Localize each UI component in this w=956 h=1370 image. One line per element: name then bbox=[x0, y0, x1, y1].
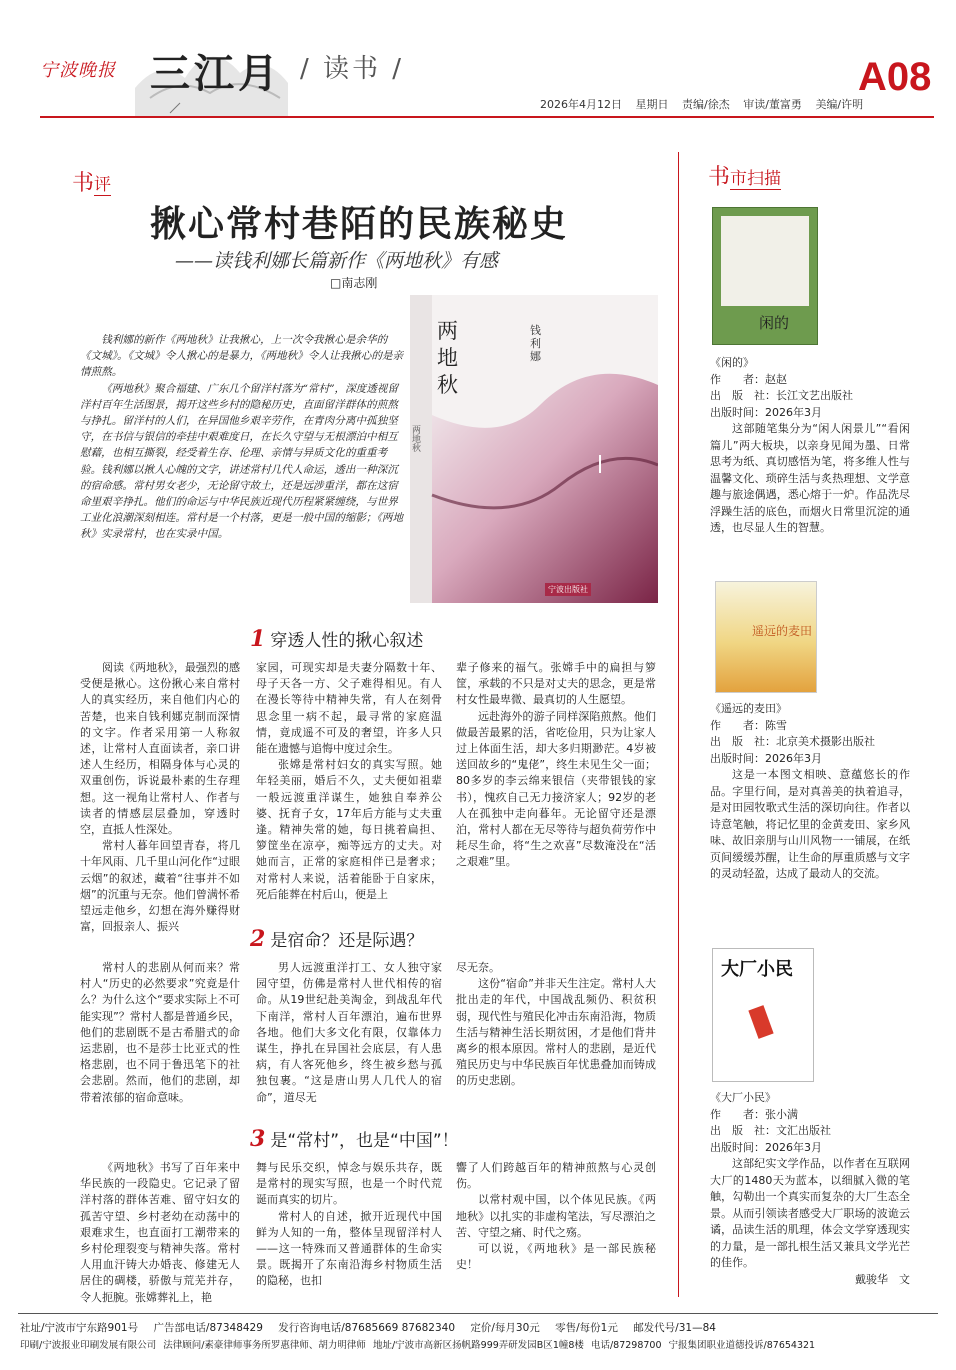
review-tag-sub: 评 bbox=[94, 175, 112, 195]
section-title: 穿透人性的揪心叙述 bbox=[270, 631, 424, 651]
reviewer-credit: 戴骏华 文 bbox=[855, 1272, 910, 1286]
sidebar-tag-main: 书 bbox=[708, 165, 731, 190]
paragraph: 響了人们跨越百年的精神煎熬与心灵创伤。 bbox=[456, 1161, 656, 1191]
issue-date: 2026年4月12日 bbox=[540, 98, 622, 111]
sidebar-tag bbox=[708, 160, 781, 191]
top-rule bbox=[40, 116, 934, 118]
paragraph: 可以说，《两地秋》是一部民族秘史！ bbox=[456, 1242, 656, 1272]
section-number: 1 bbox=[250, 626, 266, 652]
book-info-3 bbox=[710, 1090, 910, 1288]
article-column bbox=[80, 960, 240, 1106]
section-title: 是“常村”，也是“中国”！ bbox=[270, 1131, 459, 1151]
footer-item: 定价/每月30元 bbox=[470, 1322, 540, 1334]
book-desc: 这是一本图文相映、意蕴悠长的作品。字里行间，是对真善美的执着追寻，是对田园牧歌式生活的深切向往。作者以诗意笔触，将记忆里的金黄麦田、家乡风味、故旧亲朋与山川风物一一铺展，在纸页间缓缓苏醒，让生命的厚重质感与文字的灵动轻盈，达成了最动人的交流。 bbox=[710, 768, 910, 880]
issue-weekday: 星期日 bbox=[635, 98, 669, 111]
article-column bbox=[456, 1160, 656, 1273]
footer-item: 地址/宁波市高新区扬帆路999弄研发园B区1幢8楼 bbox=[372, 1340, 584, 1351]
book-info-1 bbox=[710, 355, 910, 537]
book-desc: 这部纪实文学作品，以作者在互联网大厂的1480天为蓝本，以细腻入微的笔触，勾勒出一个真实而复杂的大厂生态全景。从而引领读者感受大厂职场的波诡云谲，品读生活的肌理，体会文学穿透现实的力量，是一部扎根生活又兼具文学光芒的佳作。 bbox=[710, 1157, 910, 1269]
section-heading-2 bbox=[250, 926, 423, 952]
column-title: 三江月 bbox=[150, 50, 282, 97]
paragraph: 以常村观中国，以个体见民族。《两地秋》以扎实的非虚构笔法，写尽漂泊之苦、守望之痛、时代之殇。 bbox=[456, 1193, 656, 1239]
section-number: 3 bbox=[250, 1126, 266, 1152]
spine-text: 两地秋 bbox=[410, 425, 420, 452]
review-tag-main: 书 bbox=[72, 171, 95, 196]
proofreader: 审读/董富勇 bbox=[743, 98, 802, 111]
paragraph: 《两地秋》书写了百年来中华民族的一段隐史。它记录了留洋村落的群体苦难、留守妇女的孤苦守望、乡村老幼在动荡中的艰难求生，也直面打工潮带来的乡村伦理裂变与精神失落。常村人用血汗铸大办婚丧、修建无人居住的碉楼，骄傲与荒芜并存，令人扼腕。张嫦葬礼上，艳 bbox=[80, 1161, 240, 1304]
book-title: 《闲的》 bbox=[710, 356, 754, 369]
intro-paragraph: 《两地秋》聚合福建、广东几个留洋村落为“常村”，深度透视留洋村百年生活图景，揭开这些乡村的隐秘历史，直面留洋群体的煎熬与挣扎。留洋村的人们，在异国他乡艰辛劳作，在青肉分离中孤独坚守，在书信与银信的牵挂中艰难度日，在长久守望与无根漂泊中相互慰藉，也相互撕裂，经受着生存、伦理、亲情与异质文化的重重考验。钱利娜以揪人心魄的文字，讲述常村几代人命运，透出一种深沉的宿命感。常村男女老少，无论留守故土，还是远涉重洋，都在这宿命里艰辛挣扎。他们的命运与中华民族近现代历程紧紧缠绕，与世界工业化浪潮深刻相连。常村是一个村落，更是一般中国的缩影；《两地秋》实录常村，也在实录中国。 bbox=[80, 382, 404, 541]
article-subtitle: ——读钱利娜长篇新作《两地秋》有感 bbox=[175, 250, 499, 272]
footer-item: 邮发代号/31—84 bbox=[633, 1322, 716, 1334]
cover-illustration bbox=[748, 1005, 773, 1039]
book-info-2 bbox=[710, 701, 910, 883]
book-date: 出版时间：2026年3月 bbox=[710, 1140, 822, 1154]
issue-meta bbox=[540, 96, 873, 112]
cover-author: 钱利娜 bbox=[530, 324, 541, 363]
review-tag bbox=[72, 166, 111, 197]
book-author: 作 者：张小满 bbox=[710, 1107, 798, 1121]
footer-item: 发行咨询电话/87685669 87682340 bbox=[278, 1322, 456, 1334]
paragraph: 舞与民乐交织，悼念与娱乐共存，既是常村的现实写照，也是一个时代荒诞而真实的切片。 bbox=[256, 1161, 442, 1207]
cover-title: 大厂小民 bbox=[721, 959, 793, 980]
footer-item: 社址/宁波市宁东路901号 bbox=[20, 1322, 139, 1334]
section-label: / 读书 / bbox=[300, 54, 405, 84]
footer-item: 印刷/宁波报业印刷发展有限公司 bbox=[20, 1340, 157, 1351]
book-cover-maitian bbox=[715, 581, 817, 693]
cover-title: 两地秋 bbox=[437, 319, 458, 397]
paragraph: 辈子修来的福气。张嫦手中的扁担与箩筐，承载的不只是对丈夫的思念，更是常村女性最卑微、最真切的人生愿望。 bbox=[456, 661, 656, 707]
article-title: 揪心常村巷陌的民族秘史 bbox=[150, 203, 569, 245]
designer: 美编/许明 bbox=[815, 98, 864, 111]
paragraph: 远赴海外的游子同样深陷煎熬。他们做最苦最累的活，省吃俭用，只为让家人过上体面生活，却大多归期渺茫。4岁被送回故乡的“鬼佬”，终生未见生父一面；80多岁的李云绵来银信（夹带银钱的家书），愧疚自己无力接济家人；92岁的老人在孤独中走向暮年。无论留守还是漂泊，常村人都在无尽等待与超负荷劳作中耗尽生命，将“生之欢喜”尽数淹没在“活之艰难”里。 bbox=[456, 709, 656, 869]
footer-rule bbox=[18, 1313, 938, 1314]
article-column bbox=[256, 1160, 442, 1290]
article-column bbox=[456, 660, 656, 871]
book-date: 出版时间：2026年3月 bbox=[710, 405, 822, 419]
article-column bbox=[256, 660, 442, 903]
article-column bbox=[456, 960, 656, 1090]
cover-title: 遥远的麦田 bbox=[752, 624, 813, 638]
book-date: 出版时间：2026年3月 bbox=[710, 751, 822, 765]
article-column bbox=[80, 1160, 240, 1306]
paragraph: 常村人的自述，掀开近现代中国鲜为人知的一角，整体呈现留洋村人——这一特殊而又普通群体的生命实景。既揭开了东南沿海乡村物质生活的隐秘，也扣 bbox=[256, 1209, 442, 1288]
article-column bbox=[256, 960, 442, 1106]
footer-item: 零售/每份1元 bbox=[555, 1322, 618, 1334]
cover-illustration bbox=[721, 216, 809, 306]
column-divider bbox=[678, 152, 679, 1297]
book-publisher: 出 版 社：文汇出版社 bbox=[710, 1124, 831, 1137]
sidebar-tag-sub: 市扫描 bbox=[730, 169, 782, 189]
paragraph: 常村人的悲剧从何而来？常村人“历史的必然要求”究竟是什么？为什么这个“要求实际上不可能实现”？常村人都是普通乡民，他们的悲剧既不是古希腊式的命运悲剧，也不是莎士比亚式的性格悲剧，也不同于鲁迅笔下的社会悲剧。然而，他们的悲剧，却带着浓郁的宿命意味。 bbox=[80, 961, 240, 1104]
cover-publisher: 宁波出版社 bbox=[545, 583, 591, 596]
book-desc: 这部随笔集分为“闲人闲景儿”“看闲篇儿”两大板块，以亲身见闻为墨、日常思考为纸、真切感悟为笔，将多维人性与温馨文化、琐碎生活与炙热理想、文学意趣与旅途偶遇，悉心熔于一炉。作品洗尽浮躁生活的底色，而烟火日常里沉淀的通透，也尽显人生的智慧。 bbox=[710, 422, 910, 534]
book-author: 作 者：赵赵 bbox=[710, 372, 787, 386]
section-heading-3 bbox=[250, 1126, 459, 1152]
footer-line-2 bbox=[20, 1337, 819, 1351]
article-author: □南志刚 bbox=[330, 276, 378, 290]
paragraph: 这份“宿命”并非天生注定。常村人大批出走的年代，中国战乱频仍、积贫积弱，现代性与殖民化冲击东南沿海，物质生活与精神生活长期贫困，才是他们背井离乡的根本原因。常村人的悲剧，是近代殖民历史与中华民族百年忧患叠加而铸成的历史悲剧。 bbox=[456, 977, 656, 1088]
section-heading-1 bbox=[250, 626, 423, 652]
paragraph: 阅读《两地秋》，最强烈的感受便是揪心。这份揪心来自常村人的真实经历，来自他们内心的苦楚，也来自钱利娜克制而深情的文字。作者采用第一人称叙述，让常村人直面读者，亲口讲述人生经历，相隔身体与心灵的双重创伤，诉说最朴素的生存理想。这一视角让常村人、作者与读者的情感层层叠加，穿透时空，直抵人性深处。 bbox=[80, 661, 240, 837]
paragraph: 尽无奈。 bbox=[456, 961, 500, 974]
book-cover-xiande bbox=[712, 207, 818, 345]
paragraph: 常村人暮年回望青春，将几十年风雨、几千里山河化作“过眼云烟”的叙述，藏着“往事并不如烟”的沉重与无奈。他们曾满怀希望远走他乡，幻想在海外赚得财富，回报亲人、振兴 bbox=[80, 839, 240, 934]
book-publisher: 出 版 社：长江文艺出版社 bbox=[710, 389, 853, 402]
article-column bbox=[80, 660, 240, 935]
section-number: 2 bbox=[250, 926, 266, 952]
intro-paragraph: 钱利娜的新作《两地秋》让我揪心，上一次令我揪心是余华的《文城》。《文城》令人揪心的是暴力，《两地秋》令人让我揪心的是亲情煎熬。 bbox=[80, 334, 404, 379]
page-number: A08 bbox=[858, 55, 932, 99]
footer-item: 广告部电话/87348429 bbox=[153, 1322, 263, 1334]
article-intro bbox=[80, 332, 405, 543]
footer-line-1 bbox=[20, 1320, 728, 1335]
cover-title: 闲的 bbox=[759, 314, 790, 332]
footer-item: 宁报集团职业道德投诉/87654321 bbox=[668, 1340, 816, 1351]
paragraph: 张嫦是常村妇女的真实写照。她年轻美丽，婚后不久，丈夫便如祖辈一般远渡重洋谋生，她独自奉养公婆、抚育子女，17年后方能与丈夫重逢。精神失常的她，每日挑着扁担、箩筐坐在凉亭，痴等远方的丈夫。对她而言，正常的家庭相伴已是奢求；对常村人来说，活着能卧于自家床，死后能葬在村后山，便是上 bbox=[256, 758, 442, 901]
section-title: 是宿命？还是际遇？ bbox=[270, 931, 424, 951]
book-cover-dachang bbox=[712, 948, 814, 1082]
book-author: 作 者：陈雪 bbox=[710, 718, 787, 732]
book-title: 《大厂小民》 bbox=[710, 1091, 776, 1104]
book-title: 《遥远的麦田》 bbox=[710, 702, 787, 715]
newspaper-logo: 宁波晚报 bbox=[40, 60, 116, 81]
footer-item: 电话/87298700 bbox=[590, 1340, 662, 1351]
paragraph: 家园，可现实却是夫妻分隔数十年、母子天各一方、父子难得相见。有人在漫长等待中精神失常，有人在刻骨思念里一病不起，最寻常的家庭温情，竟成遥不可及的奢望，许多人只能在遗憾与追悔中度过余生。 bbox=[256, 661, 442, 756]
book-publisher: 出 版 社：北京美术摄影出版社 bbox=[710, 735, 875, 748]
section-name: 读书 bbox=[323, 54, 382, 84]
footer-item: 法律顾问/素豪律师事务所罗惠律师、胡力明律师 bbox=[163, 1340, 366, 1351]
editor: 责编/徐杰 bbox=[682, 98, 730, 111]
paragraph: 男人远渡重洋打工、女人独守家园守望，仿佛是常村人世代相传的宿命。从19世纪赴美淘金，到战乱年代下南洋，常村人百年漂泊，遍布世界各地。他们大多文化有限，仅靠体力谋生，挣扎在异国社会底层，有人患病，有人客死他乡，终生被乡愁与孤独包裹。“这是唐山男人几代人的宿命”，道尽无 bbox=[256, 961, 442, 1104]
